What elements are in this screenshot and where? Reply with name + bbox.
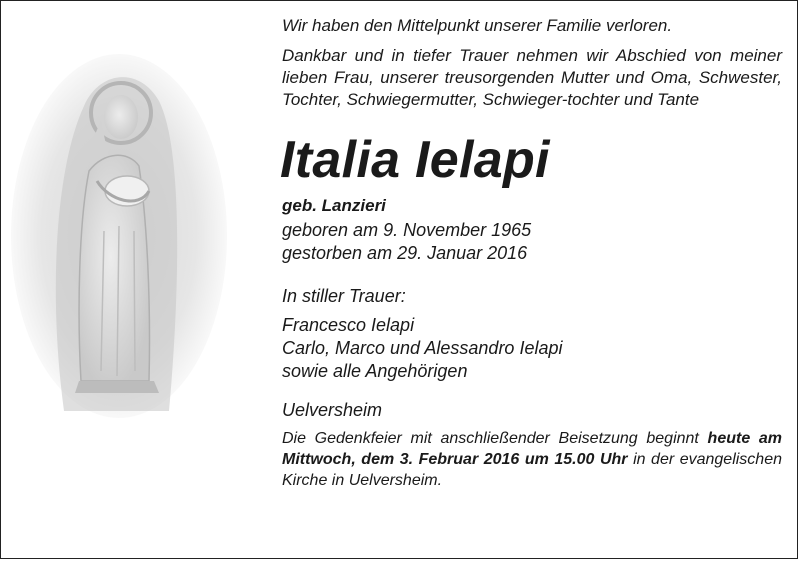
deceased-name: Italia Ielapi bbox=[280, 131, 550, 189]
opening-line: Wir haben den Mittelpunkt unserer Familie verloren. bbox=[282, 16, 673, 35]
intro-paragraph: Dankbar und in tiefer Trauer nehmen wir Abschied von meiner lieben Frau, unserer treusorgenden Mutter und Oma, Schwester, Tochter, Schwiegermutter, Schwieger-tochter und Tante bbox=[282, 46, 782, 109]
madonna-relief-image bbox=[9, 51, 229, 421]
birth-name: geb. Lanzieri bbox=[282, 196, 386, 215]
life-dates bbox=[282, 219, 782, 265]
service-date-time: heute am Mittwoch, dem 3. Februar 2016 um 15.00 Uhr bbox=[282, 430, 783, 468]
service-text: Die Gedenkfeier mit anschließender Beisetzung beginnt bbox=[282, 430, 699, 447]
service-info bbox=[282, 428, 782, 491]
service-location: in der evangelischen Kirche in Uelversheim. bbox=[282, 451, 783, 489]
mourners-list bbox=[282, 314, 782, 383]
mourners-label: In stiller Trauer: bbox=[282, 286, 406, 306]
place-name: Uelversheim bbox=[282, 400, 383, 420]
notice-text bbox=[282, 15, 782, 491]
birth-date: geboren am 9. November 1965 bbox=[282, 220, 532, 240]
death-date: gestorben am 29. Januar 2016 bbox=[282, 243, 528, 263]
mourner-line: Carlo, Marco und Alessandro Ielapi bbox=[282, 338, 563, 358]
mourner-line: sowie alle Angehörigen bbox=[282, 361, 468, 381]
mourner-line: Francesco Ielapi bbox=[282, 315, 415, 335]
